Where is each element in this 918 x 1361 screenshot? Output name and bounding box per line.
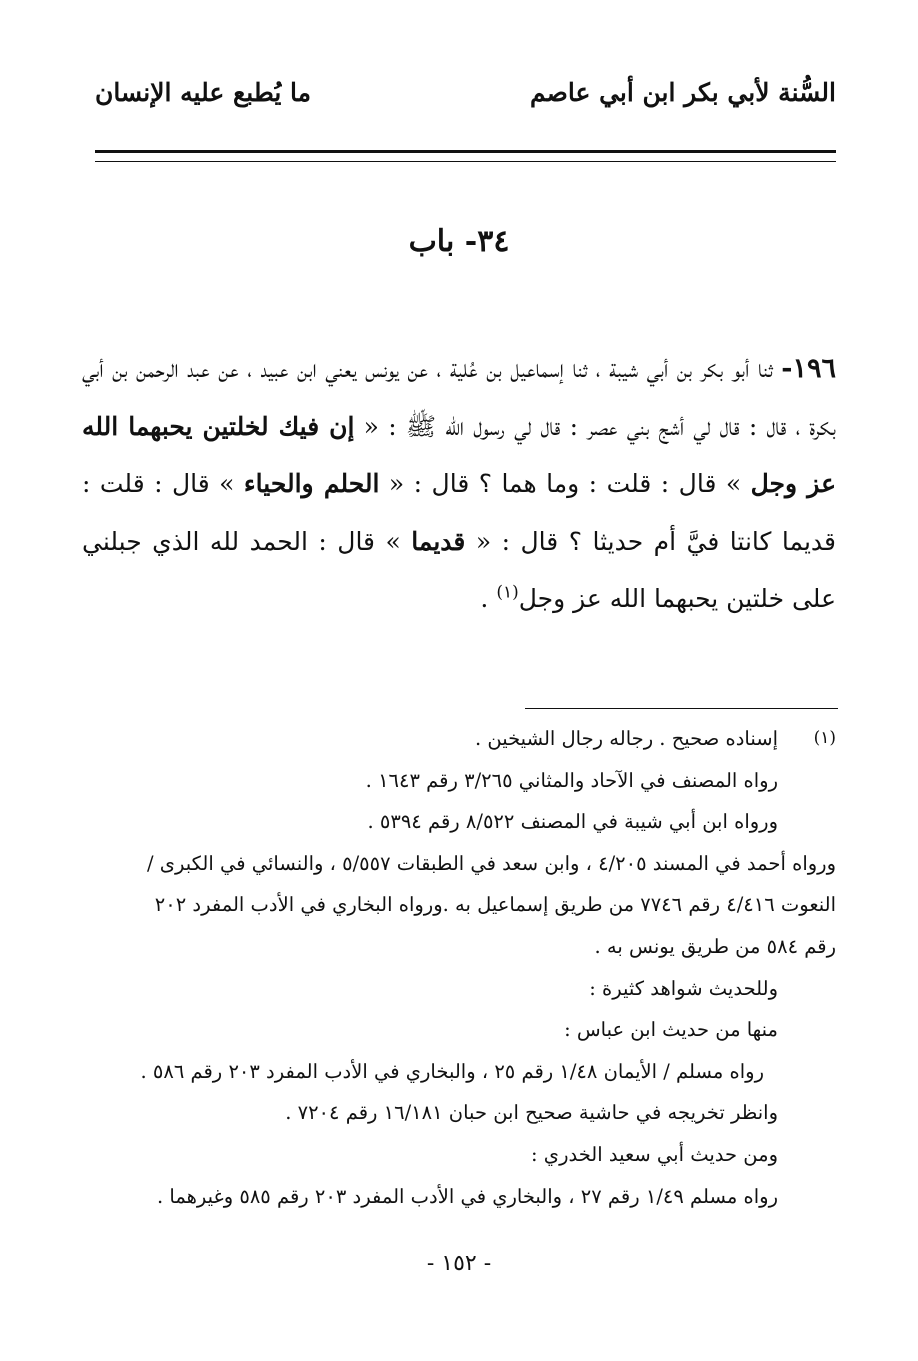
- footnote-line: رواه مسلم ١/٤٩ رقم ٢٧ ، والبخاري في الأدب المفرد ٢٠٣ رقم ٥٨٥ وغيرهما .: [157, 1184, 778, 1208]
- footnote-text: إسناده صحيح . رجاله رجال الشيخين .: [474, 727, 778, 750]
- hadith-number: ١٩٦-: [781, 353, 836, 384]
- hadith-text-part: ثنا أبو بكر بن أبي شيبة ، ثنا إسماعيل بن عُلية ، عن يونس يعني ابن عبيد ، عن عبد الرحمن بن أبي بكرة ، قال : قال لي أشج بني عصر : قال لي رسول الله ﷺ : «: [82, 354, 836, 441]
- footnote-line: وانظر تخريجه في حاشية صحيح ابن حبان ١٦/١٨١ رقم ٧٢٠٤ .: [285, 1101, 778, 1125]
- running-header: [95, 78, 836, 118]
- footnote-line: ورواه ابن أبي شيبة في المصنف ٨/٥٢٢ رقم ٥٣٩٤ .: [367, 810, 778, 834]
- hadith-text-end: .: [480, 584, 497, 613]
- chapter-heading: ٣٤- باب: [408, 224, 510, 259]
- book-title: السُّنة لأبي بكر ابن أبي عاصم: [529, 78, 836, 107]
- footnote-line: وللحديث شواهد كثيرة :: [589, 976, 778, 1000]
- hadith-quote: قديما: [411, 526, 466, 556]
- footnote-marker: (١): [813, 728, 836, 748]
- footnote-line: رواه مسلم / الأيمان ١/٤٨ رقم ٢٥ ، والبخاري في الأدب المفرد ٢٠٣ رقم ٥٨٦ .: [140, 1059, 764, 1083]
- chapter-title: ما يُطبع عليه الإنسان: [95, 78, 312, 107]
- page-number: - ١٥٢ -: [426, 1251, 492, 1276]
- header-rule-thin: [95, 161, 836, 162]
- footnote-line: [90, 718, 836, 760]
- footnote-line: ومن حديث أبي سعيد الخدري :: [531, 1142, 778, 1166]
- footnotes: [90, 718, 836, 1217]
- footnote-line: النعوت ٤/٤١٦ رقم ٧٧٤٦ من طريق إسماعيل به .ورواه البخاري في الأدب المفرد ٢٠٢: [154, 893, 836, 917]
- footnote-separator: [525, 708, 838, 709]
- hadith-text-part: » قال : قلت : قديما كانتا فيَّ أم حديثا ؟ قال : «: [82, 469, 837, 556]
- hadith-text-part: » قال : قلت : وما هما ؟ قال : «: [379, 469, 751, 498]
- hadith-text-part: » قال : الحمد لله الذي جبلني على خلتين يحبهما الله عز وجل: [82, 526, 836, 613]
- footnote-line: منها من حديث ابن عباس :: [564, 1018, 778, 1042]
- footnote-line: رقم ٥٨٤ من طريق يونس به .: [594, 934, 836, 958]
- header-rule-thick: [95, 150, 836, 153]
- hadith-quote: الحلم والحياء: [243, 469, 380, 498]
- hadith-text: [82, 340, 836, 628]
- footnote-reference[interactable]: (١): [496, 582, 519, 603]
- hadith-quote: إن فيك لخلتين يحبهما الله عز وجل: [82, 411, 836, 498]
- footnote-line: ورواه أحمد في المسند ٤/٢٠٥ ، وابن سعد في الطبقات ٥/٥٥٧ ، والنسائي في الكبرى /: [146, 851, 836, 875]
- hadith-paragraph: [82, 340, 836, 628]
- footnote-line: رواه المصنف في الآحاد والمثاني ٣/٢٦٥ رقم ١٦٤٣ .: [365, 768, 778, 792]
